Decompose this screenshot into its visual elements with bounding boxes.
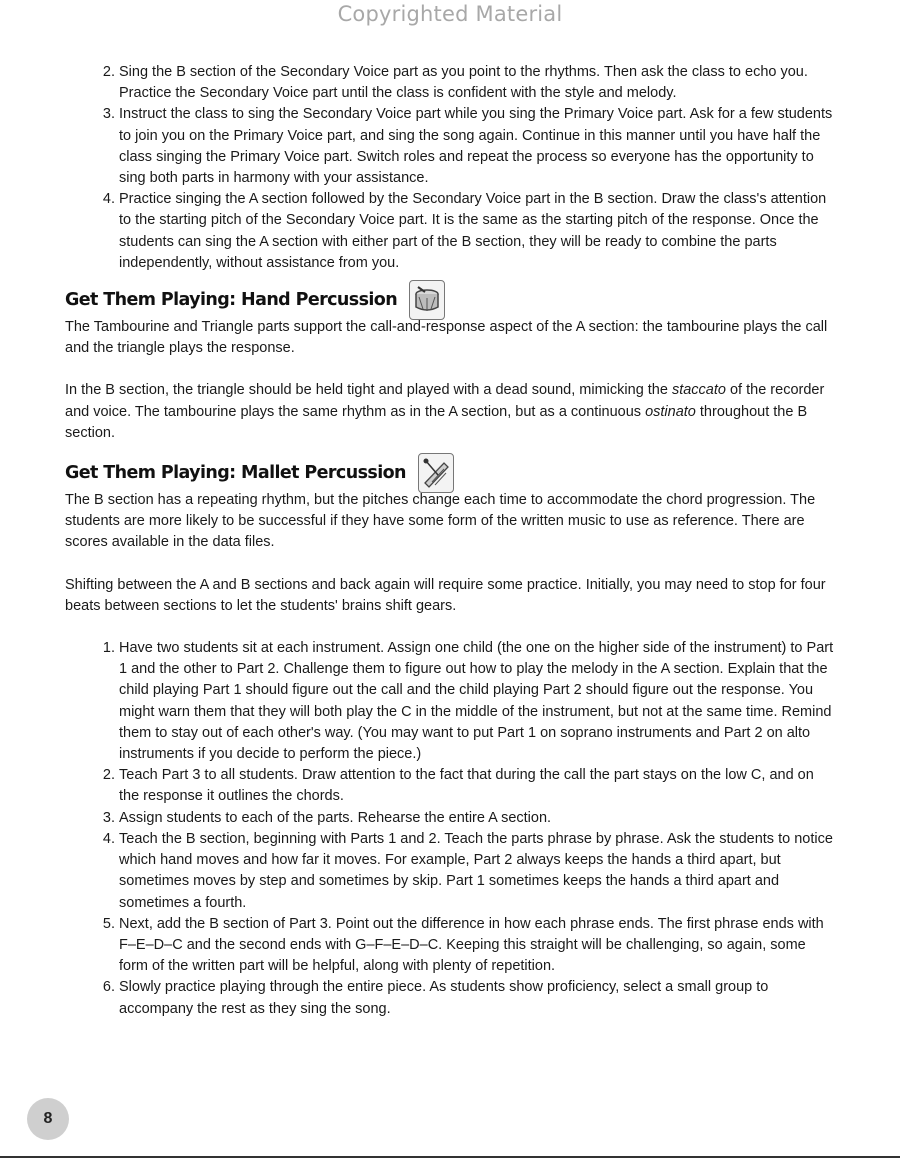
hand-percussion-heading-row — [65, 283, 835, 317]
list-item: 5. Next, add the B section of Part 3. Point out the difference in how each phrase ends. The first phrase ends with F–E–D–C and the second ends with G–F–E–D–C. Keeping this straight will be challenging, so again, some form of the written part will be helpful, along with plenty of repetition. — [119, 914, 835, 978]
list-item: 2. Teach Part 3 to all students. Draw attention to the fact that during the call the part stays on the low C, and on the response it outlines the chords. — [119, 765, 835, 807]
mallet-percussion-heading-row — [65, 456, 835, 490]
copyright-watermark: Copyrighted Material — [337, 2, 563, 26]
mallet-percussion-heading: Get Them Playing: Mallet Percussion — [65, 463, 406, 484]
page-number-badge: 8 — [27, 1098, 69, 1140]
drum-icon — [409, 280, 445, 320]
text-run: of the recorder and voice. The tambourine plays the same rhythm as in the A section, but as a continuous — [65, 382, 825, 420]
text-run: throughout the B section. — [65, 403, 808, 441]
hand-percussion-heading: Get Them Playing: Hand Percussion — [65, 290, 398, 311]
mallet-percussion-paragraph-1: The B section has a repeating rhythm, but the pitches change each time to accommodate the chord progression. The students are more likely to be successful if they have some form of the written music to use as reference. There are scores available in the data files. — [65, 492, 816, 551]
list-item: 1. Have two students sit at each instrument. Assign one child (the one on the higher side of the instrument) to Part 1 and the other to Part 2. Challenge them to figure out how to play the melody in the A section. Explain that the child playing Part 1 should figure out the call and the child playing Part 2 should figure out the response. You might warn them that they will both play the C in the middle of the instrument, but not at the same time. Remind them to stay out of each other's way. (You may want to put Part 1 on soprano instruments and Part 2 on alto instruments if you decide to perform the piece.) — [119, 638, 835, 765]
emphasis-ostinato: ostinato — [645, 403, 696, 420]
mallet-percussion-paragraph-2: Shifting between the A and B sections and back again will require some practice. Initially, you may need to stop for four beats between sections to let the students' brains shift gears. — [65, 576, 826, 614]
mallet-steps-list — [65, 638, 835, 1020]
hand-percussion-paragraph-2 — [65, 380, 835, 444]
list-item: 3. Assign students to each of the parts. Rehearse the entire A section. — [119, 808, 835, 829]
page-content — [65, 62, 835, 1020]
bottom-divider — [0, 1156, 900, 1158]
list-item: 4. Teach the B section, beginning with Parts 1 and 2. Teach the parts phrase by phrase. Ask the students to notice which hand moves and how far it moves. For example, Part 2 always keeps the hands a third apart, but sometimes moves by step and sometimes by skip. Part 1 sometimes keeps the hands a third apart and sometimes a fourth. — [119, 829, 835, 914]
list-item: 4. Practice singing the A section followed by the Secondary Voice part in the B section. Draw the class's attention to the starting pitch of the Secondary Voice part. It is the same as the starting pitch of the response. Once the students can sing the A section with either part of the B section, they will be ready to combine the parts independently, without assistance from you. — [119, 189, 835, 274]
xylophone-icon — [418, 453, 454, 493]
list-item: 2. Sing the B section of the Secondary Voice part as you point to the rhythms. Then ask the class to echo you. Practice the Secondary Voice part until the class is confident with the style and melody. — [119, 62, 835, 104]
list-item: 3. Instruct the class to sing the Secondary Voice part while you sing the Primary Voice part. Ask for a few students to join you on the Primary Voice part, and sing the song again. Continue in this manner until you have half the class singing the Primary Voice part. Switch roles and repeat the process so everyone has the opportunity to sing both parts in harmony with your assistance. — [119, 104, 835, 189]
list-item: 6. Slowly practice playing through the entire piece. As students show proficiency, select a small group to accompany the rest as they sing the song. — [119, 977, 835, 1019]
singing-steps-list — [65, 62, 835, 274]
emphasis-staccato: staccato — [671, 382, 726, 399]
text-run: In the B section, the triangle should be held tight and played with a dead sound, mimicking the — [65, 382, 672, 399]
hand-percussion-paragraph-1: The Tambourine and Triangle parts support the call-and-response aspect of the A section: the tambourine plays the call and the triangle plays the response. — [65, 319, 828, 357]
